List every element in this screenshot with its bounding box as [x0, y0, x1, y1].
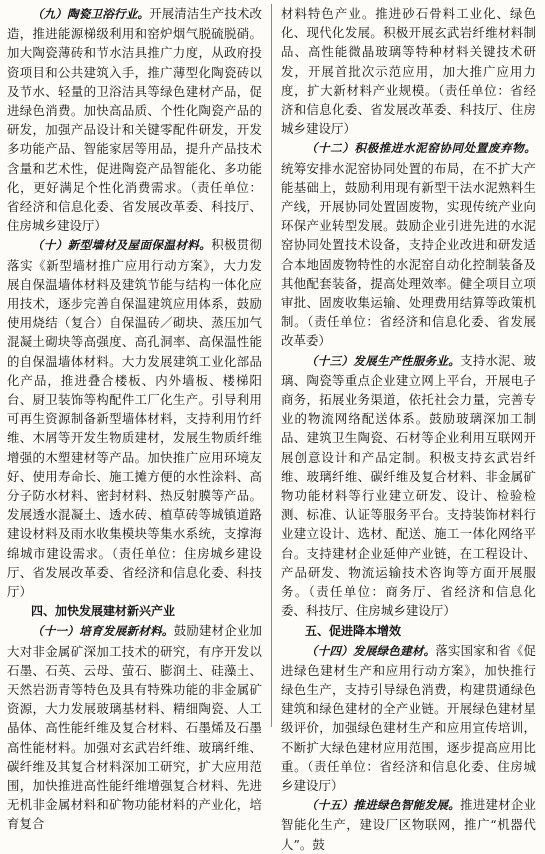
- paragraph-body: 积极贯彻落实《新型墙材推广应用行动方案》，大力发展自保温墙体材料及建筑节能与结构一体化应用技术，逐步完善自保温建筑应用体系，鼓励使用烧结（复合）自保温砖／砌块、蒸压加气混凝土砌块等高强度、高孔洞率、高保温性能的自保温墙体材料。大力发展建筑工业化部品化产品，推进叠合楼板、内外墙板、楼梯阳台、厨卫装饰等构配件工厂化生产。引导利用可再生资源制备新型墙体材料，支持利用竹纤维、木屑等开发生物质建材，发展生物质纤维增强的木塑建材等产品。加快推广应用环境友好、使用寿命长、施工摊方便的水性涂料、高分子防水材料、密封材料、热反射膜等产品。发展透水混凝土、透水砖、植草砖等城镇道路建设材料及雨水收集模块等集水系统，支撑海绵城市建设需求。（责任单位：住房城乡建设厅、省发展改革委、省经济和信息化委、科技厅）: [7, 237, 262, 600]
- paragraph-body: 统筹安排水泥窑协同处置的布局，在不扩大产能基础上，鼓励利用现有新型干法水泥熟料生产线，开展协同处置固废物，实现传统产业向环保产业转型发展。鼓励企业引进先进的水泥窑协同处置技术设备，支持企业改进和研发适合本地固废物特性的水泥窑自动化控制装备及其他配套装备，提高处理效率。健全项目立项审批、固废收集运输、处理费用结算等政策机制。（责任单位：省经济和信息化委、省发展改革委）: [281, 160, 536, 349]
- paragraph-lead: （十二）积极推进水泥窑协同处置废弃物。: [305, 141, 536, 156]
- paragraph-new-materials-continued: [281, 4, 536, 138]
- paragraph-body: 支持水泥、玻璃、陶瓷等重点企业建立网上平台，开展电子商务，拓展业务渠道，依托社会力量，完善专业的物流网络配送体系。鼓励玻璃深加工制品、建筑卫生陶瓷、石材等企业利用互联网开展创意设计和产品定制。积极支持玄武岩纤维、玻璃纤维、碳纤维及复合材料、非金属矿物功能材料等行业建立研发、设计、检验检测、标准、认证等服务平台。支持装饰材料行业建立设计、选材、配送、施工一体化网络平台。支持建材企业延伸产业链，在工程设计、产品研发、物流运输技术咨询等方面开展服务。（责任单位：商务厅、省经济和信息化委、科技厅、住房城乡建设厅）: [281, 352, 536, 619]
- paragraph-lead: （十五）推进绿色智能发展。: [305, 798, 461, 813]
- paragraph-green-materials: [281, 641, 536, 796]
- left-column: [7, 4, 262, 832]
- paragraph-body: 开展清洁生产技术改造，推进能源梯级利用和窑炉烟气脱硫脱硝。加大陶瓷薄砖和节水洁具推广力度，从政府投资项目和公共建筑入手，推广薄型化陶瓷砖以及节水、轻量的卫浴洁具等绿色建材产品，促进绿色消费。加快高品质、个性化陶瓷产品的研发，加强产品设计和关键零配件研发，开发多功能产品、智能家居等用品，提升产品技术含量和艺术性，促进陶瓷产品智能化、多功能化，更好满足个性化消费需求。（责任单位：省经济和信息化委、省发展改革委、科技厅、住房城乡建设厅）: [7, 6, 262, 234]
- paragraph-lead: （十一）培育发展新材料。: [31, 624, 174, 639]
- paragraph-body: 鼓励建材企业加大对非金属矿深加工技术的研究，有序开发以石墨、石英、云母、萤石、膨润土、硅藻土、天然岩沥青等特色及具有特殊功能的非金属矿资源，大力发展玻璃基材料、精细陶瓷、人工晶体、高性能纤维及复合材料、石墨烯及石墨高性能材料。加强对玄武岩纤维、玻璃纤维、碳纤维及其复合材料深加工研究，扩大应用范围，加快推进高性能纤维增强复合材料、先进无机非金属材料和矿物功能材料的产业化，培育复合: [7, 623, 262, 832]
- paragraph-wall-materials: [7, 235, 262, 601]
- column-divider: [271, 4, 272, 727]
- paragraph-body: 落实国家和省《促进绿色建材生产和应用行动方案》，加快推行绿色生产，支持引导绿色消费，构建贯通绿色建筑和绿色建材的全产业链。开展绿色建材星级评价，加强绿色建材生产和应用宣传培训，不断扩大绿色建材应用范围，逐步提高应用比重。（责任单位：省经济和信息化委、住房城乡建设厅）: [281, 642, 536, 793]
- paragraph-ceramics: [7, 4, 262, 235]
- paragraph-body: 推进建材企业智能化生产，建设厂区物联网，推广“机器代人”。鼓: [281, 797, 536, 852]
- section-heading: 五、促进降本增效: [305, 623, 402, 638]
- paragraph-services: [281, 351, 536, 621]
- paragraph-new-materials: [7, 621, 262, 833]
- right-column: [281, 4, 536, 852]
- paragraph-lead: （十）新型墙材及屋面保温材料。: [31, 238, 212, 253]
- paragraph-lead: （九）陶瓷卫浴行业。: [31, 7, 150, 21]
- paragraph-lead: （十三）发展生产性服务业。: [305, 353, 461, 368]
- paragraph-lead: （十四）发展绿色建材。: [305, 643, 436, 658]
- paragraph-smart-development: [281, 795, 536, 854]
- paragraph-body: 材料特色产业。推进砂石骨料工业化、绿色化、现代化发展。积极开展玄武岩纤维材料制品、高性能微晶玻璃等特种材料关键技术研发，开展首批次示范应用，加大推广应用力度，扩大新材料产业规模。（责任单位：省经济和信息化委、省发展改革委、科技厅、住房城乡建设厅）: [281, 6, 536, 137]
- paragraph-cement-kiln: [281, 138, 536, 350]
- section-heading: 四、加快发展建材新兴产业: [31, 604, 176, 619]
